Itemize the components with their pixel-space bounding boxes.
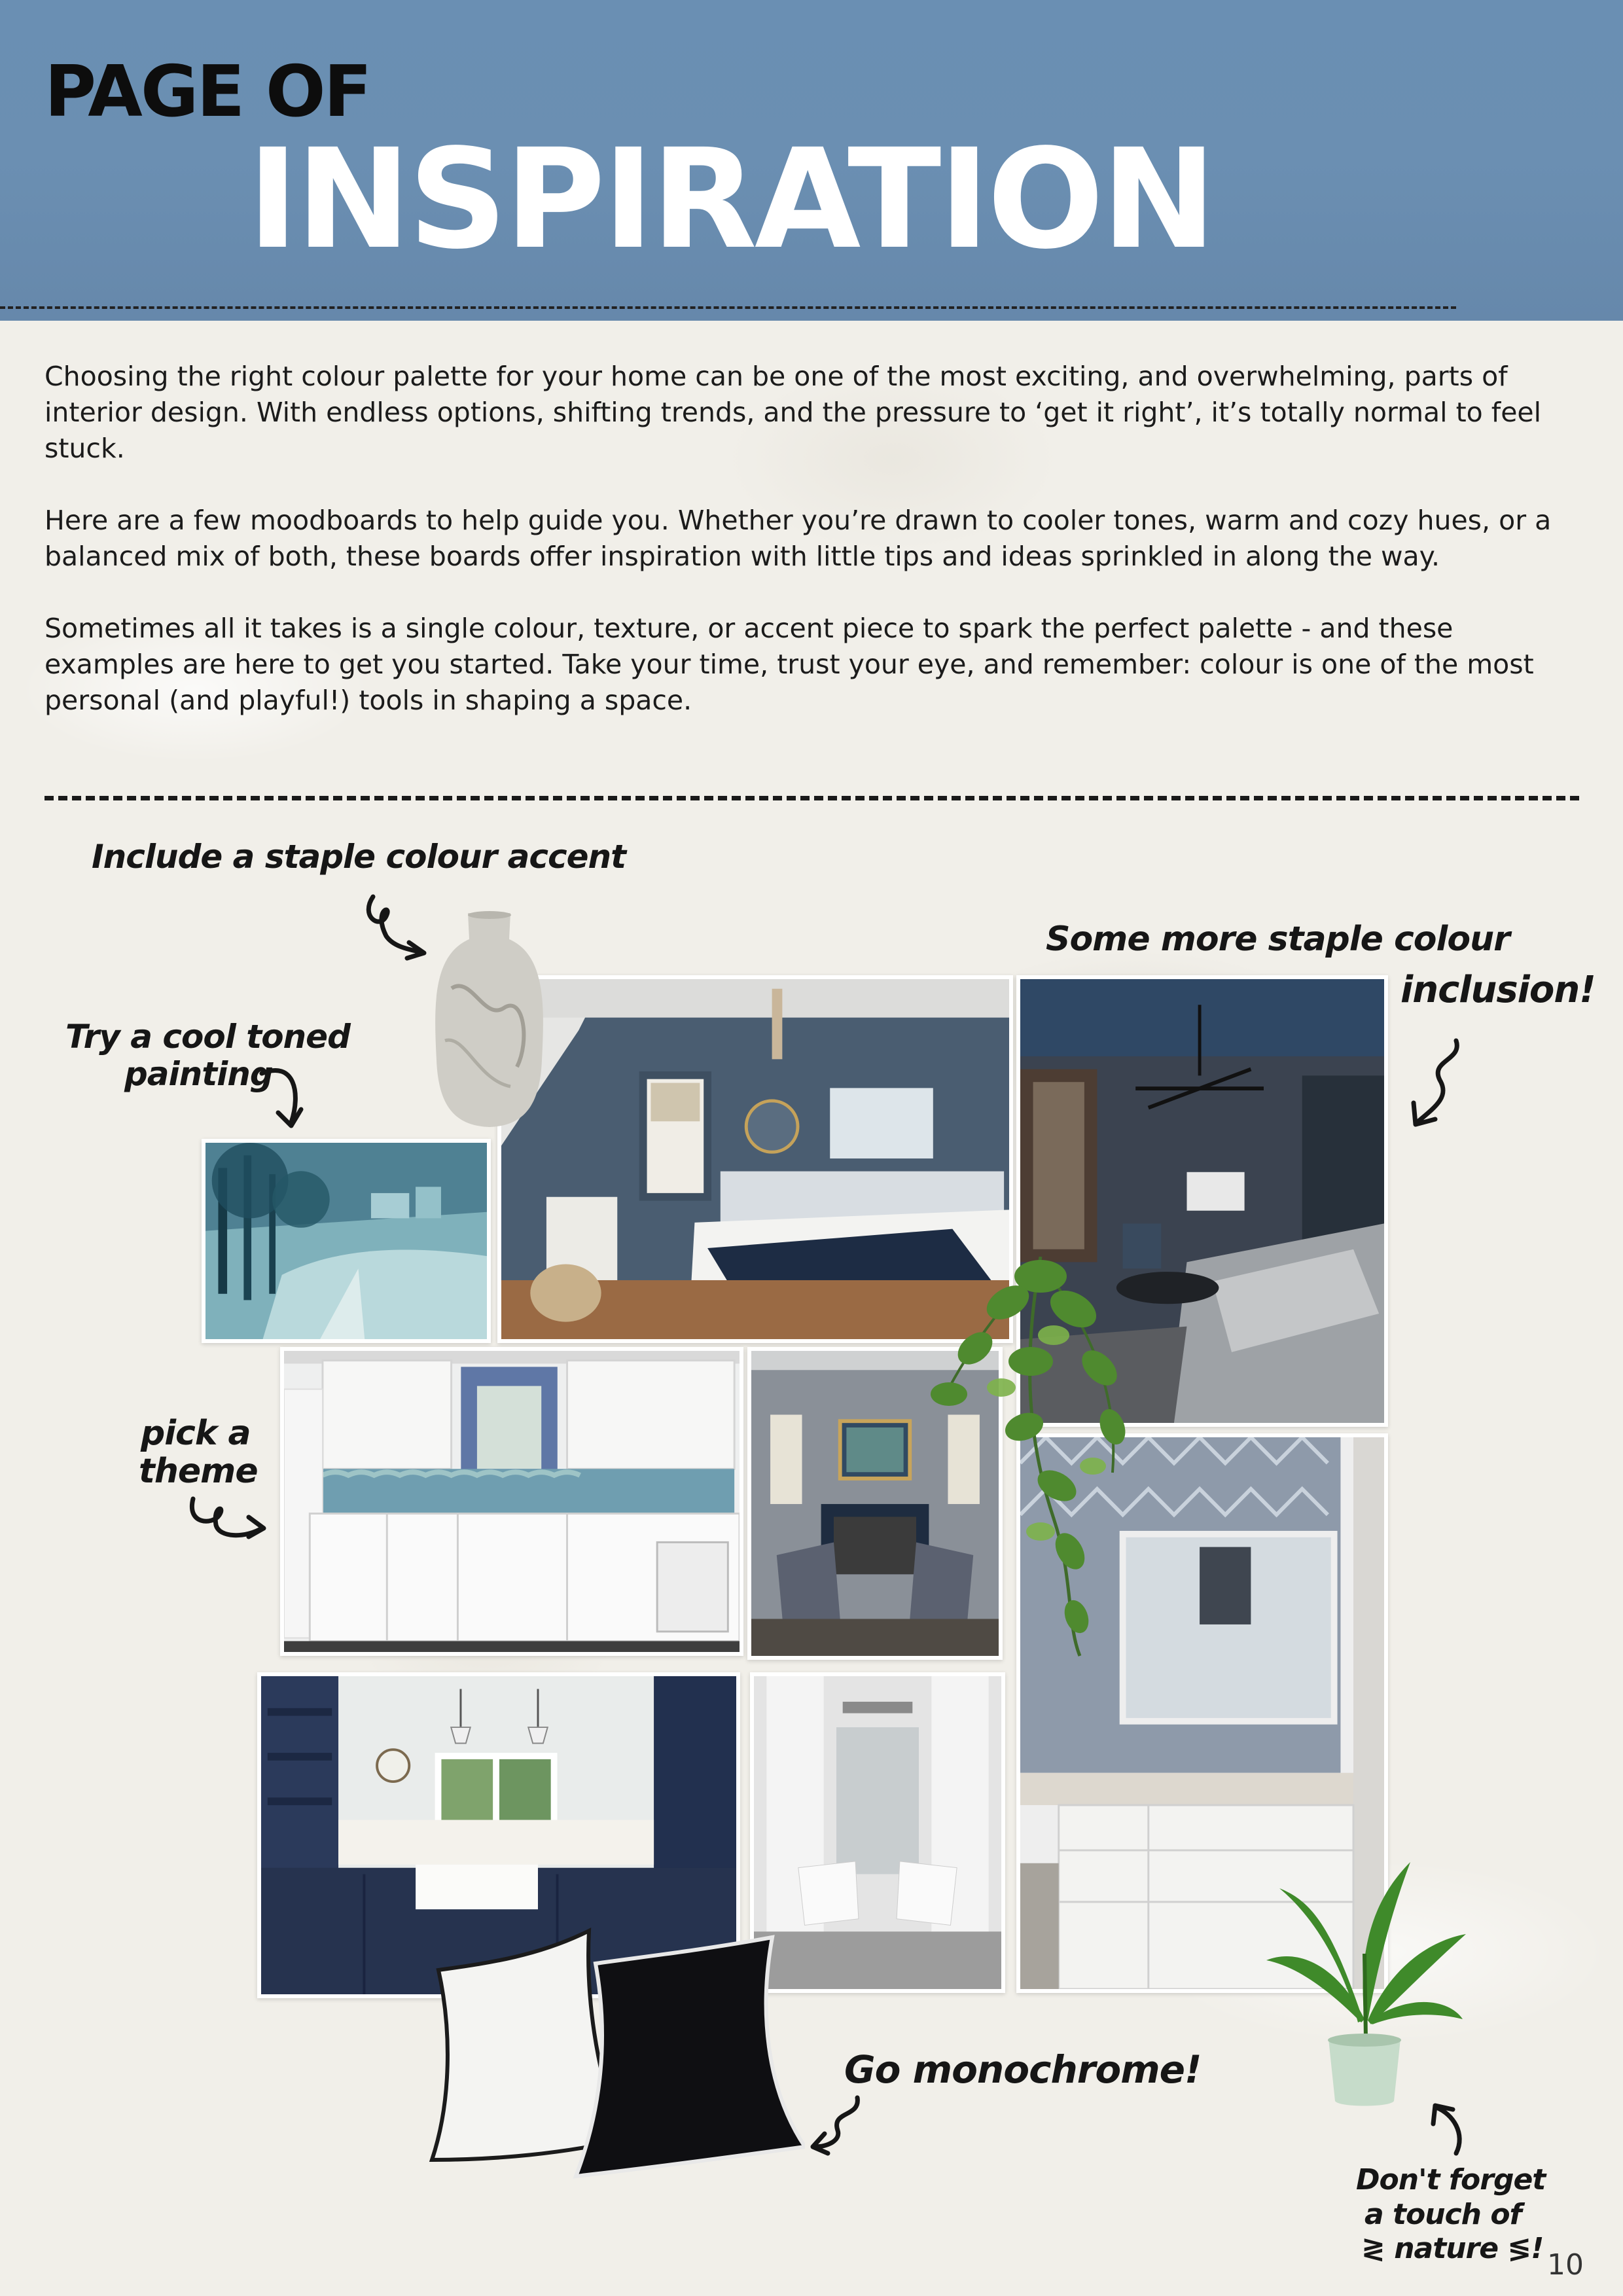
page-number: 10 [1547,2248,1584,2282]
cool-toned-painting-image [202,1139,491,1343]
arrow-theme-icon [187,1492,272,1545]
intro-paragraph-3: Sometimes all it takes is a single colour, texture, or accent piece to spark the perfect palette - and these examples are here to get you started. Take your time, trust your eye, and remember: colour is one of the most personal (and playful!) tools in shaping a space. [45,613,1534,716]
sparkle-right-icon: ≶! [1498,2232,1544,2265]
note-more-staple-line2: inclusion! [1400,969,1596,1011]
cushions-image [425,1924,805,2179]
note-monochrome: Go monochrome! [844,2047,1202,2092]
note-cool-painting-line1: Try a cool toned [65,1018,350,1056]
potted-plant-image [1260,1849,1469,2111]
note-nature-line3: ≷ nature ≶! [1361,2232,1544,2265]
note-staple-accent: Include a staple colour accent [92,838,626,876]
note-cool-painting-line2: painting [124,1055,273,1093]
hanging-plant-image [923,1257,1158,1662]
note-nature-line2: a touch of [1364,2198,1522,2231]
page-kicker: PAGE OF [45,51,370,133]
intro-text [45,359,1589,755]
section-divider [45,796,1579,800]
page-title: INSPIRATION [247,119,1214,279]
note-nature-line1: Don't forget [1356,2163,1546,2197]
header-banner [0,0,1623,321]
arrow-staple-icon [360,890,432,962]
intro-paragraph-1: Choosing the right colour palette for your home can be one of the most exciting, and overwhelming, parts of interior design. With endless options, shifting trends, and the pressure to ‘get it right’, it’s totally normal to feel stuck. [45,361,1542,464]
intro-paragraph-2: Here are a few moodboards to help guide you. Whether you’re drawn to cooler tones, warm and cozy hues, or a balanced mix of both, these boards offer inspiration with little tips and ideas sprinkled in along the way. [45,505,1552,572]
arrow-more-staple-icon [1404,1034,1469,1132]
note-theme-line1: pick a [141,1414,251,1453]
white-kitchen-image [280,1347,743,1656]
sparkle-left-icon: ≷ [1361,2232,1395,2265]
arrow-painting-icon [255,1060,314,1132]
arrow-monochrome-icon [805,2091,864,2157]
note-theme-line2: theme [139,1452,258,1491]
vase-image [432,910,546,1129]
note-more-staple-line1: Some more staple colour [1046,920,1510,959]
header-divider [0,306,1456,309]
